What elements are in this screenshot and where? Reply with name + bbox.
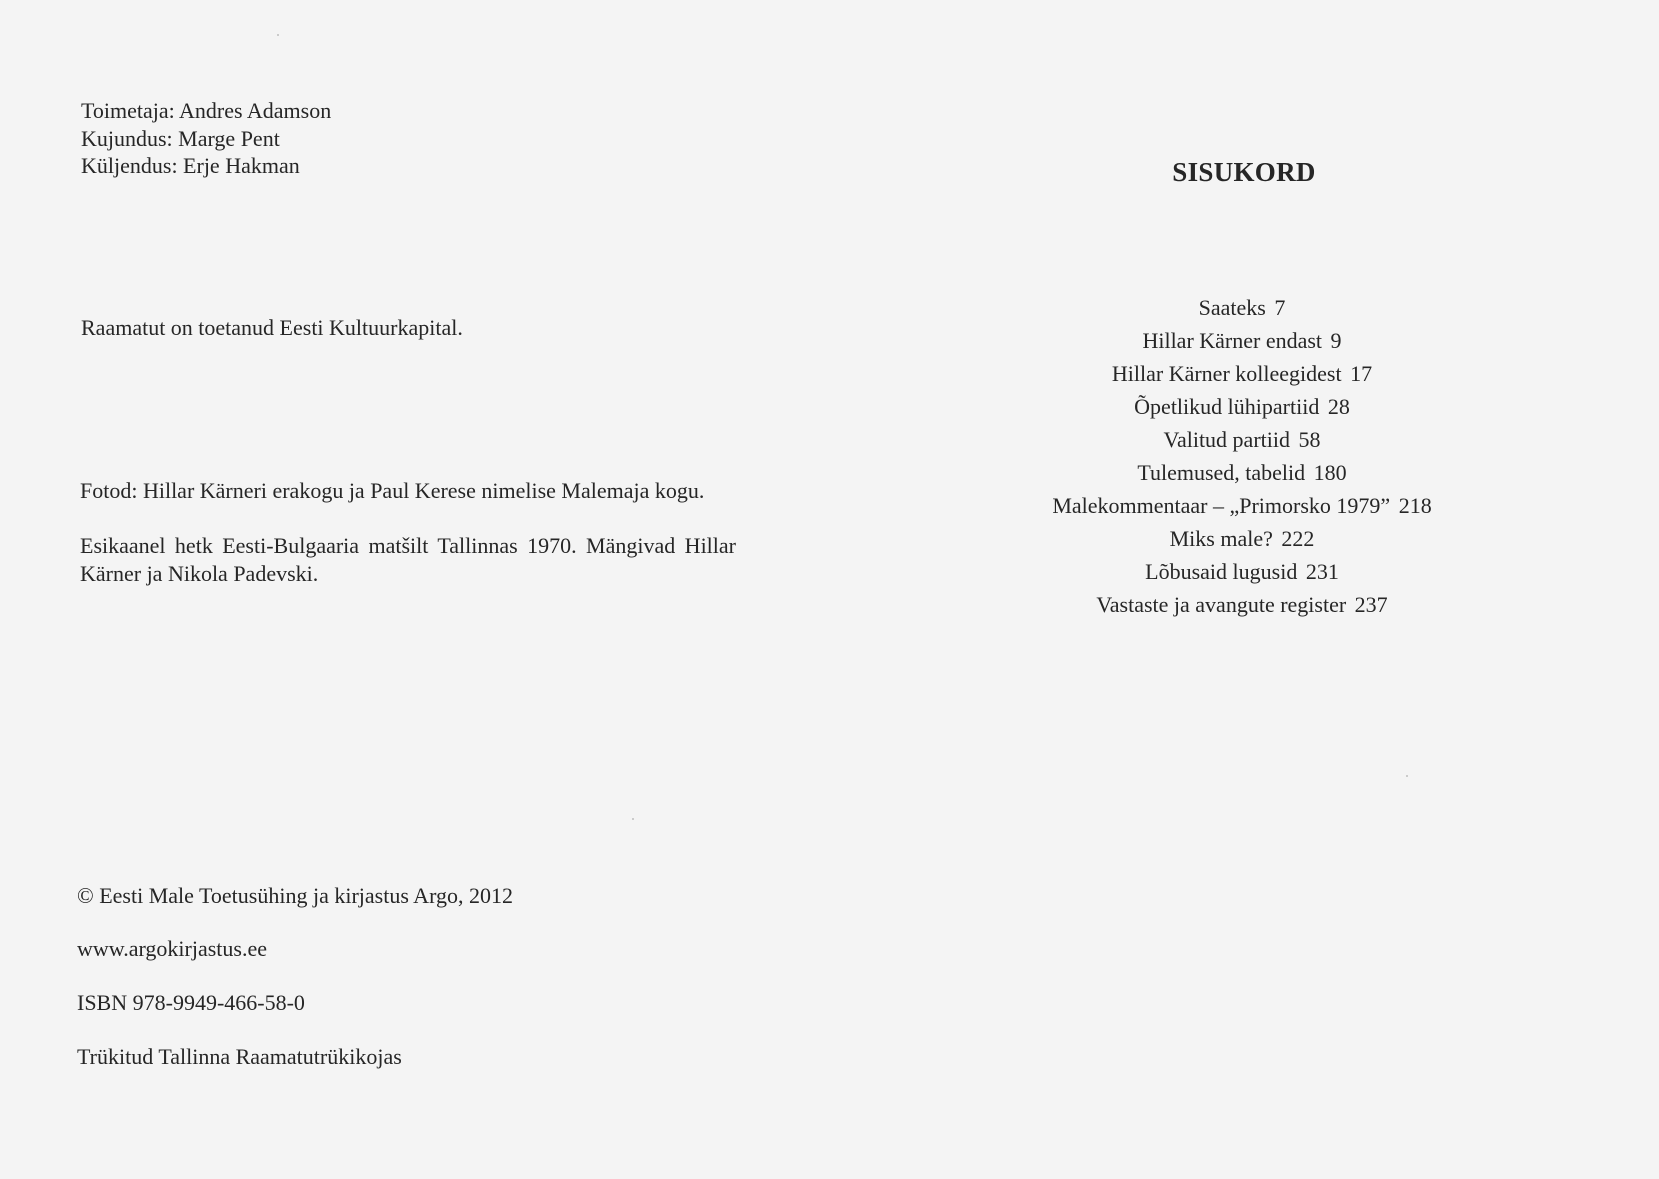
- photo-credit: Fotod: Hillar Kärneri erakogu ja Paul Kerese nimelise Malemaja kogu.: [80, 478, 705, 503]
- toc-entry: [1022, 390, 1462, 423]
- toc-entry-title: Miks male?: [1169, 526, 1273, 551]
- copyright-notice: © Eesti Male Toetusühing ja kirjastus Argo, 2012: [77, 883, 513, 908]
- toc-entry-title: Hillar Kärner kolleegidest: [1111, 361, 1342, 386]
- toc-entry: [1022, 456, 1462, 489]
- cover-note-line: Kärner ja Nikola Padevski.: [80, 560, 319, 586]
- toc-entry-page: 9: [1330, 328, 1342, 353]
- toc-entry-title: Valitud partiid: [1163, 427, 1290, 452]
- scan-speck: [632, 818, 634, 820]
- toc-heading: SISUKORD: [1172, 157, 1316, 187]
- toc-entry: [1022, 588, 1462, 621]
- toc-entry-title: Hillar Kärner endast: [1142, 328, 1323, 353]
- contents-page: [830, 0, 1659, 1179]
- toc-entry: [1022, 324, 1462, 357]
- toc-entry-page: 218: [1398, 493, 1432, 518]
- toc-entry: [1022, 489, 1462, 522]
- toc-entry: [1022, 423, 1462, 456]
- toc-list: [1022, 291, 1462, 621]
- toc-entry: [1022, 555, 1462, 588]
- printer-note: Trükitud Tallinna Raamatutrükikojas: [77, 1044, 402, 1069]
- editor-credit: Toimetaja: Andres Adamson: [81, 98, 332, 123]
- isbn: ISBN 978-9949-466-58-0: [77, 990, 305, 1015]
- scan-speck: [277, 34, 279, 36]
- toc-entry-title: Lõbusaid lugusid: [1145, 559, 1298, 584]
- toc-entry-page: 58: [1298, 427, 1321, 452]
- toc-entry: [1022, 357, 1462, 390]
- cover-note-line: Esikaanel hetk Eesti-Bulgaaria matšilt Tallinnas 1970. Mängivad Hillar: [80, 533, 736, 558]
- layout-credit: Küljendus: Erje Hakman: [81, 153, 300, 178]
- design-credit: Kujundus: Marge Pent: [81, 125, 280, 151]
- toc-entry-page: 7: [1274, 295, 1286, 320]
- toc-entry-title: Tulemused, tabelid: [1137, 460, 1306, 485]
- toc-entry-page: 28: [1327, 394, 1350, 419]
- toc-entry: [1022, 291, 1462, 324]
- toc-entry-title: Saateks: [1198, 295, 1266, 320]
- toc-entry-page: 231: [1305, 559, 1339, 584]
- toc-entry-page: 180: [1313, 460, 1347, 485]
- toc-entry-page: 237: [1354, 592, 1388, 617]
- toc-entry-title: Õpetlikud lühipartiid: [1134, 394, 1320, 419]
- publisher-website: www.argokirjastus.ee: [77, 936, 268, 961]
- toc-entry-page: 222: [1281, 526, 1315, 551]
- credits-block: [81, 97, 331, 180]
- support-note: Raamatut on toetanud Eesti Kultuurkapital.: [81, 315, 463, 340]
- toc-entry: [1022, 522, 1462, 555]
- toc-entry-title: Vastaste ja avangute register: [1096, 592, 1347, 617]
- scan-speck: [1406, 775, 1408, 777]
- toc-entry-title: Malekommentaar – „Primorsko 1979”: [1052, 493, 1391, 518]
- toc-entry-page: 17: [1350, 361, 1373, 386]
- cover-note: [80, 532, 736, 587]
